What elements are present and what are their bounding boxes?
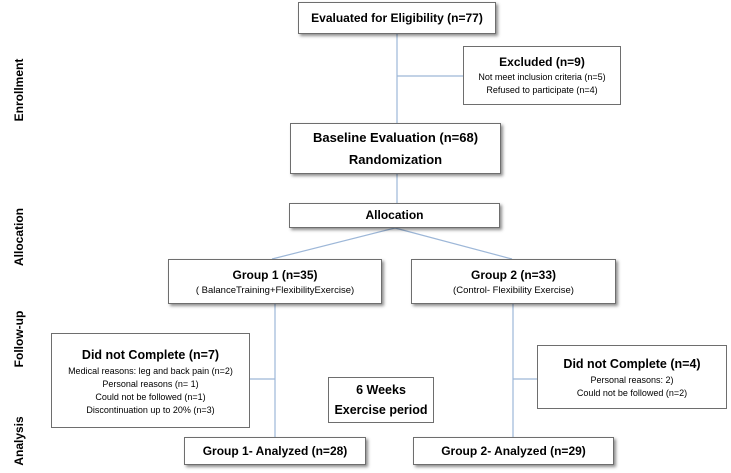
dropout2-title: Did not Complete (n=4) <box>563 357 701 371</box>
stage-label-enrollment: Enrollment <box>12 58 26 122</box>
group2-subtitle: (Control- Flexibility Exercise) <box>453 284 574 296</box>
dropout2-reason: Could not be followed (n=2) <box>576 388 688 398</box>
dropout1-box <box>51 333 250 428</box>
stage-label-analysis: Analysis <box>12 416 26 466</box>
baseline-title: Baseline Evaluation (n=68) <box>312 129 479 145</box>
group1-subtitle: ( BalanceTraining+FlexibilityExercise) <box>195 284 355 296</box>
baseline-box <box>290 123 501 174</box>
eligibility-box <box>298 2 496 34</box>
group1-box <box>168 259 382 304</box>
period-label: Exercise period <box>334 403 428 417</box>
period-box <box>328 377 434 423</box>
dropout1-reason: Medical reasons: leg and back pain (n=2) <box>68 365 233 376</box>
allocation-title: Allocation <box>365 208 424 222</box>
dropout2-reason: Personal reasons: 2) <box>590 375 674 385</box>
excluded-reason: Refused to participate (n=4) <box>486 85 598 95</box>
excluded-reason: Not meet inclusion criteria (n=5) <box>478 72 606 82</box>
analyzed1-title: Group 1- Analyzed (n=28) <box>202 443 348 458</box>
stage-label-allocation: Allocation <box>12 207 26 267</box>
connector-allocation-group2 <box>395 228 512 259</box>
group1-title: Group 1 (n=35) <box>232 267 318 282</box>
excluded-title: Excluded (n=9) <box>499 55 585 69</box>
connector-allocation-group1 <box>272 228 395 259</box>
analyzed2-title: Group 2- Analyzed (n=29) <box>441 443 586 458</box>
dropout1-reason: Personal reasons (n= 1) <box>102 378 199 389</box>
group2-title: Group 2 (n=33) <box>470 267 556 282</box>
dropout1-reason: Discontinuation up to 20% (n=3) <box>86 404 215 415</box>
randomization-label: Randomization <box>348 151 443 167</box>
dropout1-title: Did not Complete (n=7) <box>81 347 220 362</box>
stage-label-followup: Follow-up <box>12 310 26 368</box>
dropout2-box <box>537 345 727 409</box>
analyzed1-box <box>184 437 366 465</box>
eligibility-title: Evaluated for Eligibility (n=77) <box>311 10 483 25</box>
dropout1-reason: Could not be followed (n=1) <box>95 391 206 402</box>
excluded-box <box>463 46 621 105</box>
period-weeks: 6 Weeks <box>356 383 406 397</box>
group2-box <box>411 259 616 304</box>
allocation-box <box>289 203 500 228</box>
analyzed2-box <box>413 437 614 465</box>
